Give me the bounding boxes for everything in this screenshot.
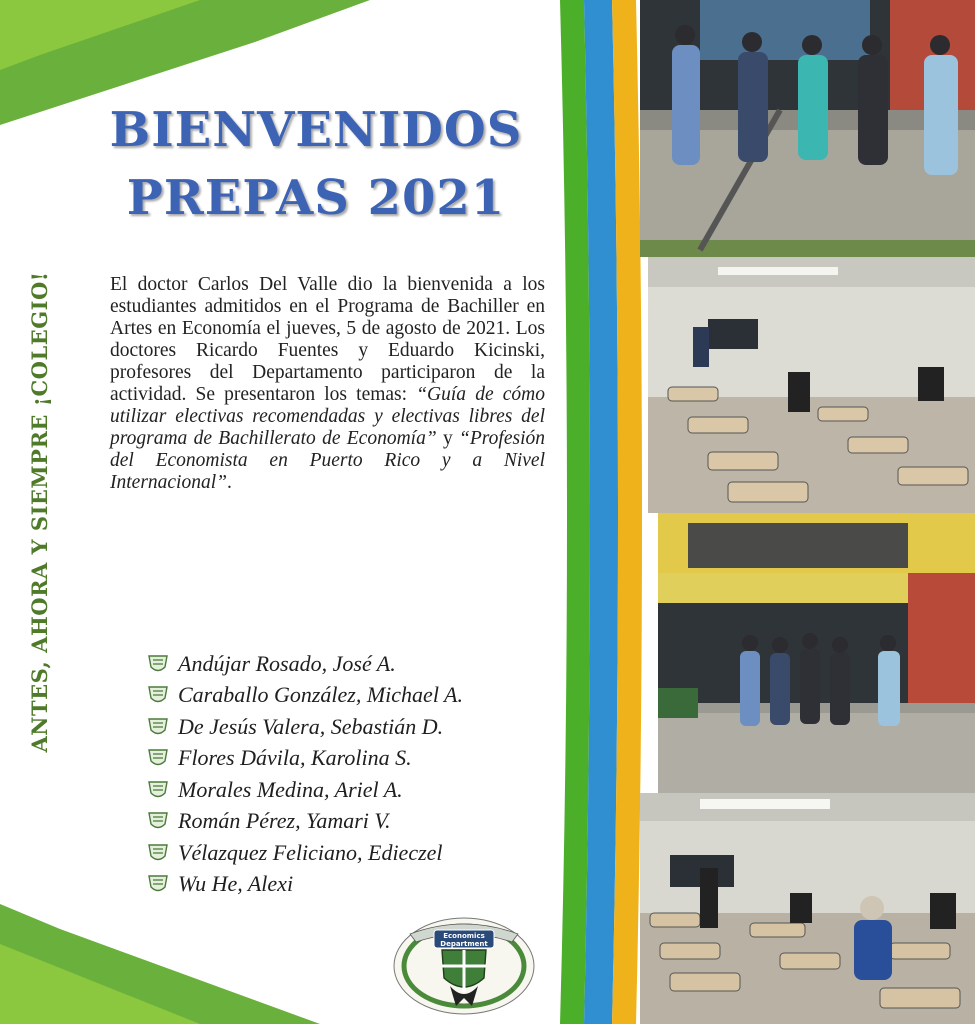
- student-name: Vélazquez Feliciano, Edieczel: [178, 839, 443, 865]
- seal-bullet-icon: [146, 843, 170, 863]
- list-item: [146, 680, 463, 712]
- photo-group-entrance: [640, 0, 975, 257]
- student-name: Wu He, Alexi: [178, 871, 294, 897]
- photo-classroom-2: [640, 793, 975, 1024]
- list-item: [146, 711, 463, 743]
- list-item: [146, 648, 463, 680]
- list-item: [146, 837, 463, 869]
- student-name: Caraballo González, Michael A.: [178, 682, 463, 708]
- article-body: [110, 274, 545, 494]
- seal-bullet-icon: [146, 874, 170, 894]
- student-name: Morales Medina, Ariel A.: [178, 776, 403, 802]
- page-title: [96, 96, 536, 232]
- student-name: Román Pérez, Yamari V.: [178, 808, 391, 834]
- photo-classroom-1: [648, 257, 975, 513]
- seal-bullet-icon: [146, 717, 170, 737]
- title-line-1: BIENVENIDOS: [109, 102, 523, 158]
- article-closing: .: [227, 472, 232, 493]
- article-topic-2: “Profesión del Economista en Puerto Rico y a Nivel Internacional”: [110, 428, 545, 493]
- article-intro: El doctor Carlos Del Valle dio la bienvenida a los estudiantes admitidos en el Programa de Bachiller en Artes en Economía el jueves, 5 de agosto de 2021. Los doctores Ricardo Fuentes y Eduardo Kicinski, profesores del Departamento participaron de la actividad. Se presentaron los temas:: [110, 274, 545, 405]
- seal-text-line-1: Economics: [443, 932, 485, 940]
- list-item: [146, 806, 463, 838]
- economics-department-seal: [392, 916, 536, 1016]
- photo-group-building: [658, 513, 975, 793]
- seal-bullet-icon: [146, 780, 170, 800]
- student-name: De Jesús Valera, Sebastián D.: [178, 713, 444, 739]
- student-name: Flores Dávila, Karolina S.: [178, 745, 412, 771]
- vertical-slogan: ANTES, AHORA Y SIEMPRE ¡COLEGIO!: [27, 271, 52, 753]
- seal-bullet-icon: [146, 748, 170, 768]
- article-connector: y: [436, 428, 460, 449]
- title-line-2: PREPAS 2021: [126, 170, 506, 226]
- list-item: [146, 869, 463, 901]
- seal-bullet-icon: [146, 685, 170, 705]
- list-item: [146, 774, 463, 806]
- seal-bullet-icon: [146, 654, 170, 674]
- seal-text-line-2: Department: [440, 940, 488, 948]
- corner-decoration-bottom-left: [0, 904, 320, 1024]
- seal-bullet-icon: [146, 811, 170, 831]
- student-list: [146, 648, 463, 900]
- article-topic-1: “Guía de cómo utilizar electivas recomendadas y electivas libres del programa de Bachillerato de Economía”: [110, 384, 545, 449]
- student-name: Andújar Rosado, José A.: [178, 650, 396, 676]
- list-item: [146, 743, 463, 775]
